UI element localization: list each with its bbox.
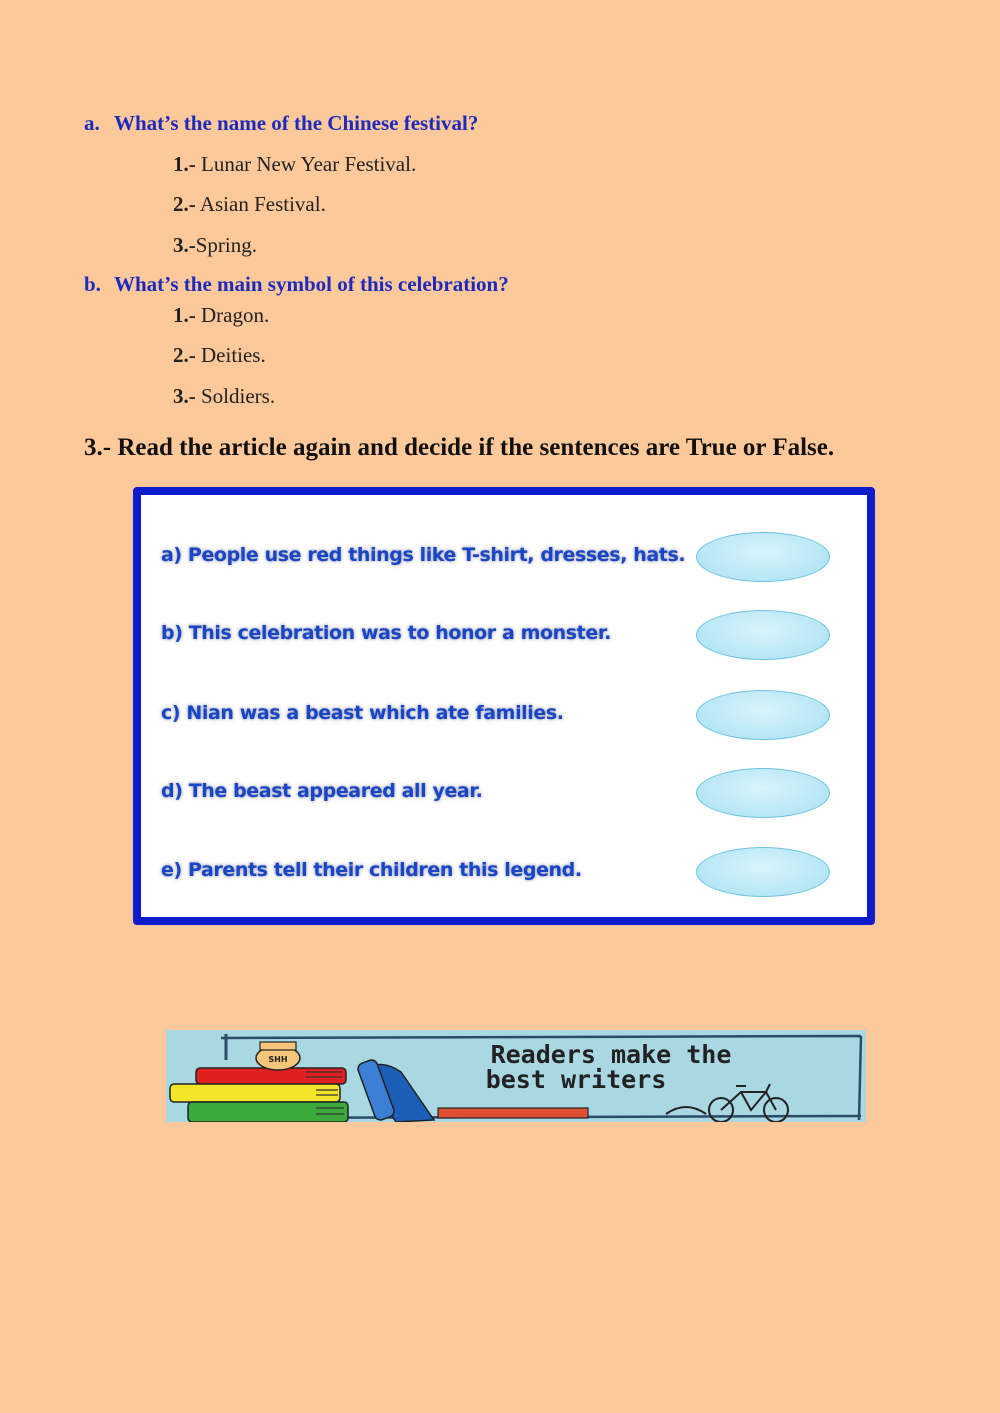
question-b-text: What’s the main symbol of this celebration? (114, 272, 509, 296)
statement-row-a (153, 532, 853, 582)
option-text: Deities. (195, 343, 266, 367)
option-number: 1.- (173, 152, 196, 176)
option-number: 3.- (173, 384, 196, 408)
option-number: 1.- (173, 303, 196, 327)
statement-row-d (153, 768, 853, 818)
banner-line-1: Readers make the (490, 1040, 732, 1069)
option-a-3 (173, 233, 257, 258)
option-a-1 (173, 152, 416, 177)
option-b-3 (173, 384, 275, 409)
answer-oval-b[interactable] (696, 610, 830, 660)
answer-oval-d[interactable] (696, 768, 830, 818)
section-3-title: 3.- Read the article again and decide if the sentences are True or False. (84, 434, 835, 461)
answer-oval-c[interactable] (696, 690, 830, 740)
jar-label: SHH (268, 1055, 288, 1064)
statement-text: a) People use red things like T-shirt, dresses, hats. (161, 544, 686, 566)
option-number: 2.- (173, 192, 196, 216)
question-b (84, 272, 509, 297)
option-b-2 (173, 343, 266, 368)
readers-banner (166, 1030, 866, 1122)
option-text: Spring. (195, 233, 258, 257)
statement-row-b (153, 610, 853, 660)
answer-oval-e[interactable] (696, 847, 830, 897)
answer-oval-a[interactable] (696, 532, 830, 582)
option-a-2 (173, 192, 326, 217)
option-number: 2.- (173, 343, 196, 367)
statement-text: d) The beast appeared all year. (161, 780, 483, 802)
statement-text: c) Nian was a beast which ate families. (161, 702, 564, 724)
question-a-letter: a. (84, 111, 100, 135)
question-b-letter: b. (84, 272, 101, 296)
question-a (84, 111, 478, 136)
option-text: Lunar New Year Festival. (195, 152, 417, 176)
jar-icon (256, 1042, 300, 1070)
option-b-1 (173, 303, 269, 328)
statement-text: b) This celebration was to honor a monster. (161, 622, 611, 644)
option-text: Soldiers. (195, 384, 276, 408)
option-number: 3.- (173, 233, 196, 257)
option-text: Dragon. (195, 303, 270, 327)
book-stack-icon (170, 1068, 348, 1122)
banner-illustration (166, 1030, 866, 1122)
statement-row-c (153, 690, 853, 740)
statement-row-e (153, 847, 853, 897)
question-a-text: What’s the name of the Chinese festival? (114, 111, 479, 135)
banner-line-2: best writers (485, 1065, 667, 1094)
option-text: Asian Festival. (195, 192, 326, 216)
true-false-box (133, 487, 875, 925)
statement-text: e) Parents tell their children this legend. (161, 859, 582, 881)
